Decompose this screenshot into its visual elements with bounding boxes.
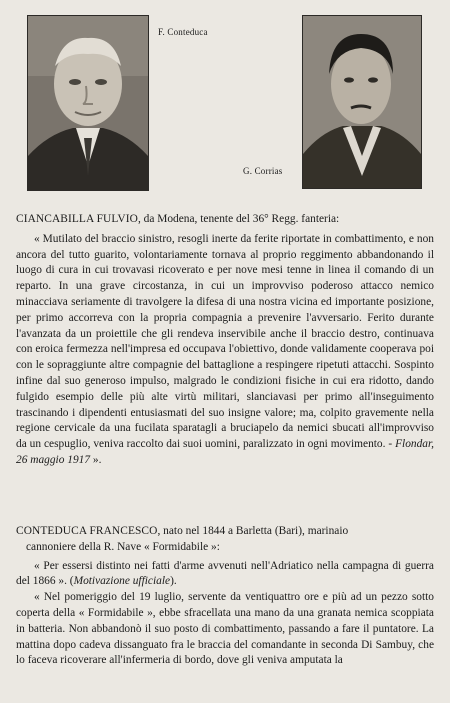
entry-ciancabilla-heading-rest: , da Modena, tenente del 36° Regg. fanteria: bbox=[137, 213, 340, 225]
entry-conteduca-heading-rest: , nato nel 1844 a Barletta (Bari), marinaio bbox=[157, 525, 349, 537]
caption-conteduca: F. Conteduca bbox=[158, 27, 208, 37]
portrait-corrias bbox=[302, 15, 422, 189]
entry-conteduca-para1 bbox=[16, 559, 434, 591]
portrait-corrias-image bbox=[303, 16, 421, 188]
entry-conteduca-para2: « Nel pomeriggio del 19 luglio, servente da ventiquattro ore e più ad un pezzo sotto coperta della « Formidabile », ebbe sfracellata una mano da una granata nemica scoppiata in batteria. Non abbandonò il suo posto di combattimento, passando a fare il puntatore. La mattina dopo cadeva dissanguato fra le braccia del comandante in seconda Di Sambuy, che lo faceva ricoverare all'infermeria di bordo, dove gli veniva amputata la bbox=[16, 591, 434, 667]
entry-conteduca-name: CONTEDUCA FRANCESCO bbox=[16, 525, 158, 537]
entry-ciancabilla-place-date: Flondar, 26 maggio 1917 bbox=[16, 438, 434, 466]
entry-conteduca-heading bbox=[16, 524, 434, 540]
entry-ciancabilla-name: CIANCABILLA FULVIO bbox=[16, 213, 138, 225]
entry-conteduca-heading-line2: cannoniere della R. Nave « Formidabile »: bbox=[26, 540, 220, 553]
portrait-conteduca-image bbox=[28, 16, 148, 190]
caption-corrias: G. Corrias bbox=[243, 166, 283, 176]
portrait-conteduca bbox=[27, 15, 149, 191]
entry-ciancabilla-citation-text bbox=[16, 232, 434, 469]
entry-conteduca-para1-end: ). bbox=[170, 575, 177, 588]
entry-ciancabilla bbox=[16, 212, 434, 469]
entry-conteduca-motivation: Motivazione ufficiale bbox=[73, 575, 171, 588]
entry-ciancabilla-heading bbox=[16, 212, 434, 228]
entry-ciancabilla-body: « Mutilato del braccio sinistro, resogli inerte da ferite riportate in combattimento, e non ancora del tutto guarito, volontariamente tornava al proprio reggimento abbandonando il luogo di cura in cui trovavasi ricoverato e per nove mesi tenne in linea il comando di un reparto. In una grave circostanza, in cui un improvviso poderoso attacco nemico minacciava seriamente di travolgere la difesa di una nostra vicina ed importante posizione, per primo accorreva con la propria compagnia a prevenire l'avversario. Ferito durante l'avanzata da un proiettile che gli rendeva inservibile anche il braccio destro, continuava con eroica fermezza nell'impresa ed occupava l'obiettivo, donde validamente cooperava poi con le sopraggiunte altre compagnie del battaglione a respingere ripetuti attacchi. Sospinto infine dal suo generoso impulso, malgrado le condizioni fisiche in cui era ridotto, dando fulgido esempio delle più alte virtù militari, slanciavasi per primo all'inseguimento trascinando i dipendenti entusiasmati del suo insigne valore; ma, colpito gravemente nella regione cervicale da una fucilata sparatagli a bruciapelo da nemici sbucati all'improvviso da un cespuglio, veniva raccolto dai suoi uomini, paralizzato in ogni movimento. - bbox=[16, 232, 434, 451]
entry-conteduca bbox=[16, 524, 434, 669]
entry-conteduca-para1-text: « Per essersi distinto nei fatti d'arme avvenuti nell'Adriatico nella campagna di guerra del 1866 ». ( bbox=[16, 559, 434, 588]
entry-ciancabilla-closing: ». bbox=[90, 453, 102, 466]
